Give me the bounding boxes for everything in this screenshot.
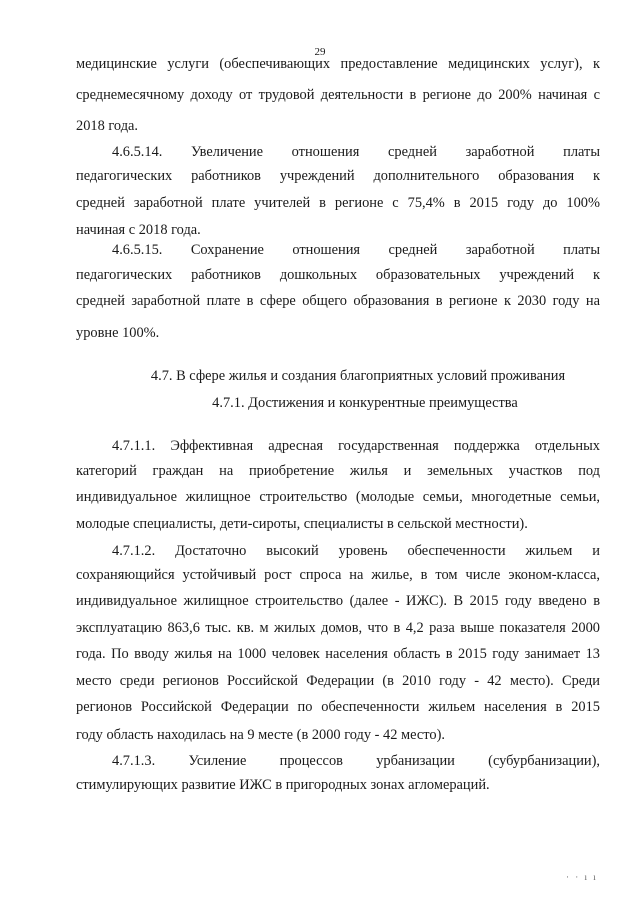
text-line: индивидуальное жилищное строительство (далее - ИЖС). В 2015 году введено в bbox=[76, 593, 600, 609]
text-line: регионов Российской Федерации по обеспеченности жильем населения в 2015 bbox=[76, 699, 600, 715]
text-line: место среди регионов Российской Федерации (в 2010 году - 42 место). Среди bbox=[76, 673, 600, 689]
text-line: стимулирующих развитие ИЖС в пригородных зонах агломераций. bbox=[76, 777, 490, 793]
text-line: уровне 100%. bbox=[76, 325, 160, 341]
paragraph-first-line: 4.7.1.1. Эффективная адресная государственная поддержка отдельных bbox=[112, 438, 600, 454]
text-line: средней заработной плате в сфере общего образования в регионе к 2030 году на bbox=[76, 293, 600, 309]
text-line: начиная с 2018 года. bbox=[76, 222, 201, 238]
section-heading: 4.7. В сфере жилья и создания благоприятных условий проживания bbox=[150, 368, 566, 384]
paragraph-first-line: 4.7.1.3. Усиление процессов урбанизации (субурбанизации), bbox=[112, 753, 600, 769]
text-line: медицинские услуги (обеспечивающих предоставление медицинских услуг), к bbox=[76, 56, 600, 72]
text-line: году область находилась на 9 месте (в 2000 году - 42 место). bbox=[76, 727, 445, 743]
text-line: эксплуатацию 863,6 тыс. кв. м жилых домов, что в 4,2 раза выше показателя 2000 bbox=[76, 620, 600, 636]
text-line: сохраняющийся устойчивый рост спроса на жилье, в том числе эконом-класса, bbox=[76, 567, 600, 583]
text-line: педагогических работников учреждений дополнительного образования к bbox=[76, 168, 600, 184]
text-line: среднемесячному доходу от трудовой деятельности в регионе до 200% начиная с bbox=[76, 87, 600, 103]
page-number: 29 bbox=[314, 46, 326, 58]
text-line: молодые специалисты, дети-сироты, специалисты в сельской местности). bbox=[76, 516, 528, 532]
text-line: индивидуальное жилищное строительство (молодые семьи, многодетные семьи, bbox=[76, 489, 600, 505]
text-line: года. По вводу жилья на 1000 человек населения область в 2015 году занимает 13 bbox=[76, 646, 600, 662]
paragraph-first-line: 4.7.1.2. Достаточно высокий уровень обеспеченности жильем и bbox=[112, 543, 600, 559]
subsection-heading: 4.7.1. Достижения и конкурентные преимущества bbox=[212, 395, 518, 411]
text-line: педагогических работников дошкольных образовательных учреждений к bbox=[76, 267, 600, 283]
text-line: средней заработной плате учителей в регионе с 75,4% в 2015 году до 100% bbox=[76, 195, 600, 211]
scan-mark: · · ı ı bbox=[566, 872, 598, 882]
text-line: 2018 года. bbox=[76, 118, 139, 134]
paragraph-first-line: 4.6.5.15. Сохранение отношения средней заработной платы bbox=[112, 242, 600, 258]
paragraph-first-line: 4.6.5.14. Увеличение отношения средней заработной платы bbox=[112, 144, 600, 160]
text-line: категорий граждан на приобретение жилья и земельных участков под bbox=[76, 463, 600, 479]
